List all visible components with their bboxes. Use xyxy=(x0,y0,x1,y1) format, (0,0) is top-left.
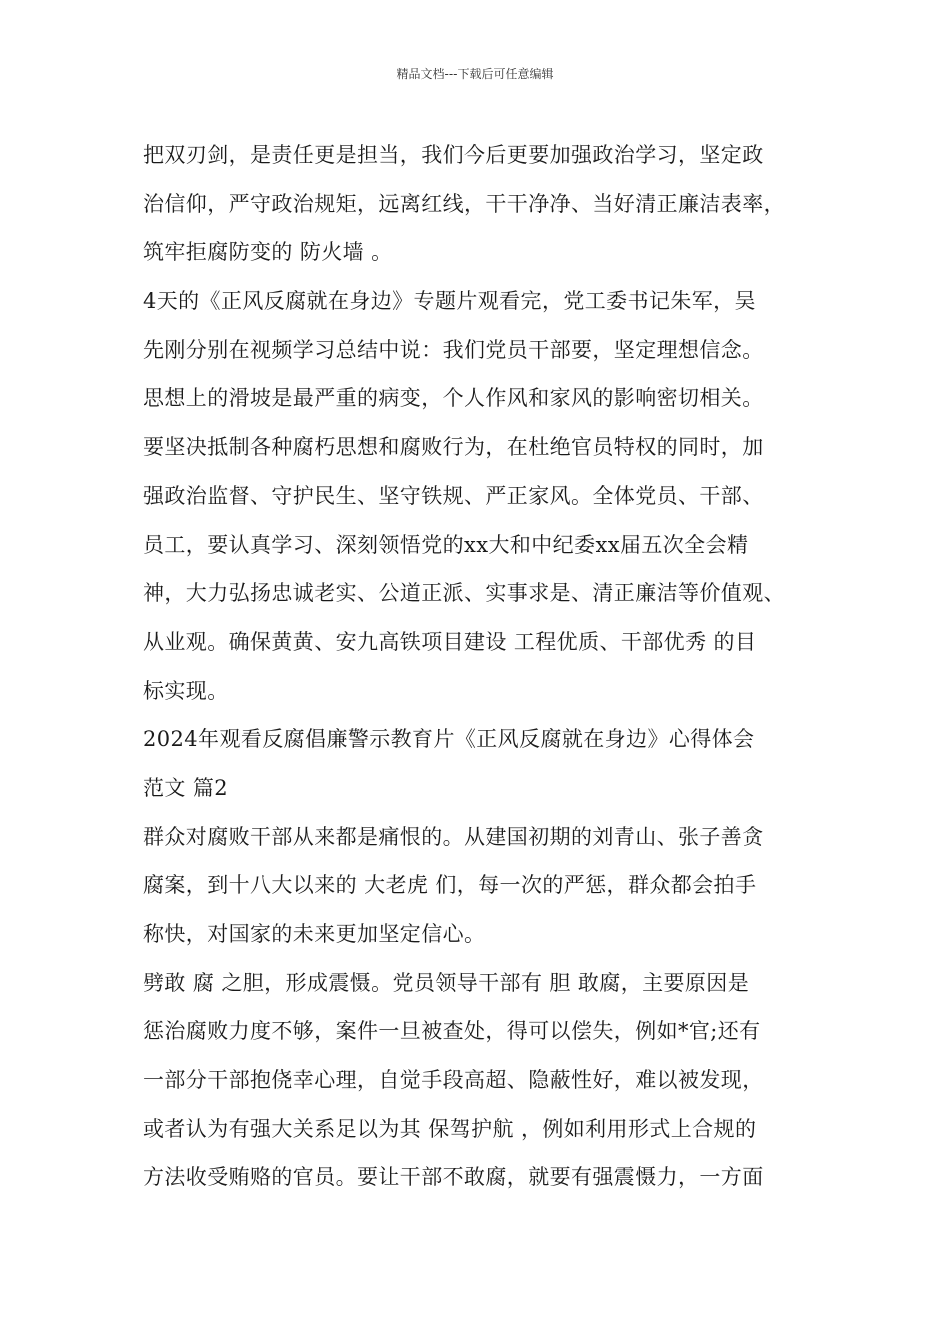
text-line: 标实现。 xyxy=(143,678,229,703)
text-line: 神，大力弘扬忠诚老实、公道正派、实事求是、清正廉洁等价值观、 xyxy=(143,581,785,606)
text-line: 惩治腐败力度不够，案件一旦被查处，得可以偿失，例如*官;还有 xyxy=(143,1019,761,1044)
text-line: 腐案，到十八大以来的 大老虎 们，每一次的严惩，群众都会拍手 xyxy=(143,873,757,898)
text-line: 方法收受贿赂的官员。要让干部不敢腐，就要有强震慑力，一方面 xyxy=(143,1165,764,1190)
text-line: 把双刃剑，是责任更是担当，我们今后更要加强政治学习，坚定政 xyxy=(143,143,764,167)
page-header: 精品文档---下载后可任意编辑 xyxy=(396,67,554,81)
text-line: 4天的《正风反腐就在身边》专题片观看完，党工委书记朱军，吴 xyxy=(143,289,756,314)
text-line: 先刚分别在视频学习总结中说：我们党员干部要，坚定理想信念。 xyxy=(143,337,764,362)
text-line: 范文 篇2 xyxy=(143,775,229,800)
text-line: 筑牢拒腐防变的 防火墙 。 xyxy=(143,240,393,265)
text-line: 群众对腐败干部从来都是痛恨的。从建国初期的刘青山、张子善贪 xyxy=(143,824,764,849)
text-line: 一部分干部抱侥幸心理，自觉手段高超、隐蔽性好，难以被发现， xyxy=(143,1068,764,1093)
text-line: 或者认为有强大关系足以为其 保驾护航 ，例如利用形式上合规的 xyxy=(143,1116,757,1141)
text-line: 思想上的滑坡是最严重的病变，个人作风和家风的影响密切相关。 xyxy=(143,386,764,411)
text-line: 从业观。确保黄黄、安九高铁项目建设 工程优质、干部优秀 的目 xyxy=(143,629,757,654)
text-line: 劈敢 腐 之胆，形成震慑。党员领导干部有 胆 敢腐，主要原因是 xyxy=(143,970,750,995)
text-line: 强政治监督、守护民生、坚守铁规、严正家风。全体党员、干部、 xyxy=(143,483,764,508)
text-line: 要坚决抵制各种腐朽思想和腐败行为，在杜绝官员特权的同时，加 xyxy=(143,435,764,460)
text-line: 2024年观看反腐倡廉警示教育片《正风反腐就在身边》心得体会 xyxy=(143,727,755,752)
document-body xyxy=(143,131,808,1202)
text-line: 称快，对国家的未来更加坚定信心。 xyxy=(143,922,486,946)
text-line: 员工，要认真学习、深刻领悟党的xx大和中纪委xx届五次全会精 xyxy=(143,532,749,557)
text-line: 治信仰，严守政治规矩，远离红线，干干净净、当好清正廉洁表率， xyxy=(143,191,785,216)
